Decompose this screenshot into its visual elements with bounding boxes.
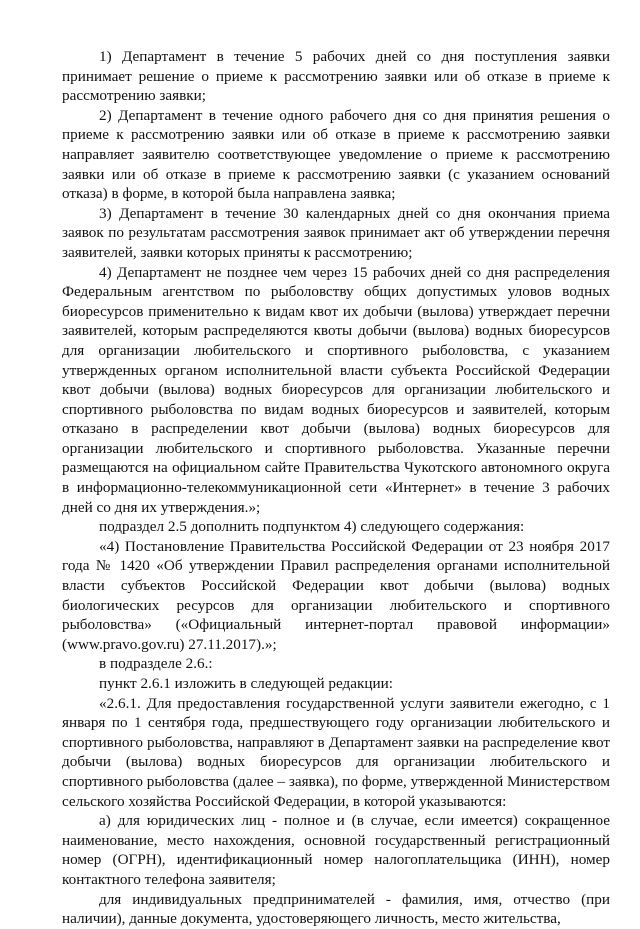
paragraph-item-1: 1) Департамент в течение 5 рабочих дней со дня поступления заявки принимает решение о приеме к рассмотрению заявки или об отказе в приеме к рассмотрению заявки; — [62, 48, 610, 105]
document-page — [62, 47, 610, 929]
paragraph-point-2-6-1: «2.6.1. Для предоставления государственной услуги заявители ежегодно, с 1 января по 1 сентября года, предшествующего году организации любительского и спортивного рыболовства, направляют в Департамент заявки на распределение квот добычи (вылова) водных биоресурсов для организации любительского и спортивного рыболовства (далее – заявка), по форме, утвержденной Министерством сельского хозяйства Российской Федерации, в которой указываются: — [62, 694, 610, 810]
paragraph-legal-entities: а) для юридических лиц - полное и (в случае, если имеется) сокращенное наименование, место нахождения, основной государственный регистрационный номер (ОГРН), идентификационный номер налогоплательщика (ИНН), номер контактного телефона заявителя; — [62, 812, 610, 888]
paragraph-point-2-6-1-intro: пункт 2.6.1 изложить в следующей редакции: — [99, 675, 393, 692]
paragraph-item-3: 3) Департамент в течение 30 календарных дней со дня окончания приема заявок по результатам рассмотрения заявок принимает акт об утверждении перечня заявителей, заявки которых приняты к рассмотрению; — [62, 204, 610, 261]
paragraph-item-2: 2) Департамент в течение одного рабочего дня со дня принятия решения о приеме к рассмотрению заявки или об отказе в приеме к рассмотрению заявки направляет заявителю соответствующее уведомление о приеме к рассмотрению заявки или об отказе в приеме к рассмотрению заявки (с указанием оснований отказа) в форме, в которой была направлена заявка; — [62, 106, 610, 203]
paragraph-item-4: 4) Департамент не позднее чем через 15 рабочих дней со дня распределения Федеральным агентством по рыболовству общих допустимых уловов водных биоресурсов применительно к видам квот их добычи (вылова) утверждает перечни заявителей, которым распределяются квоты добычи (вылова) водных биоресурсов для организации любительского и спортивного рыболовства, с указанием утвержденных органом исполнительной власти субъекта Российской Федерации квот добычи (вылова) водных биоресурсов для организации любительского и спортивного рыболовства по видам водных биоресурсов и заявителей, которым отказано в распределении квот добычи (вылова) водных биоресурсов для организации любительского и спортивного рыболовства. Указанные перечни размещаются на официальном сайте Правительства Чукотского автономного округа в информационно-телекоммуникационной сети «Интернет» в течение 3 рабочих дней со дня их утверждения.»; — [62, 263, 610, 516]
paragraph-subsection-2-6: в подразделе 2.6.: — [99, 655, 213, 673]
paragraph-subsection-2-5: подраздел 2.5 дополнить подпунктом 4) следующего содержания: — [99, 518, 525, 536]
paragraph-entrepreneurs: для индивидуальных предпринимателей - фамилия, имя, отчество (при наличии), данные документа, удостоверяющего личность, место жительства, — [62, 890, 610, 928]
paragraph-resolution-reference: «4) Постановление Правительства Российской Федерации от 23 ноября 2017 года № 1420 «Об утверждении Правил распределения органами исполнительной власти субъектов Российской Федерации квот добычи (вылова) водных биологических ресурсов для организации любительского и спортивного рыболовства» («Официальный интернет-портал правовой информации» (www.pravo.gov.ru) 27.11.2017).»; — [62, 537, 610, 653]
